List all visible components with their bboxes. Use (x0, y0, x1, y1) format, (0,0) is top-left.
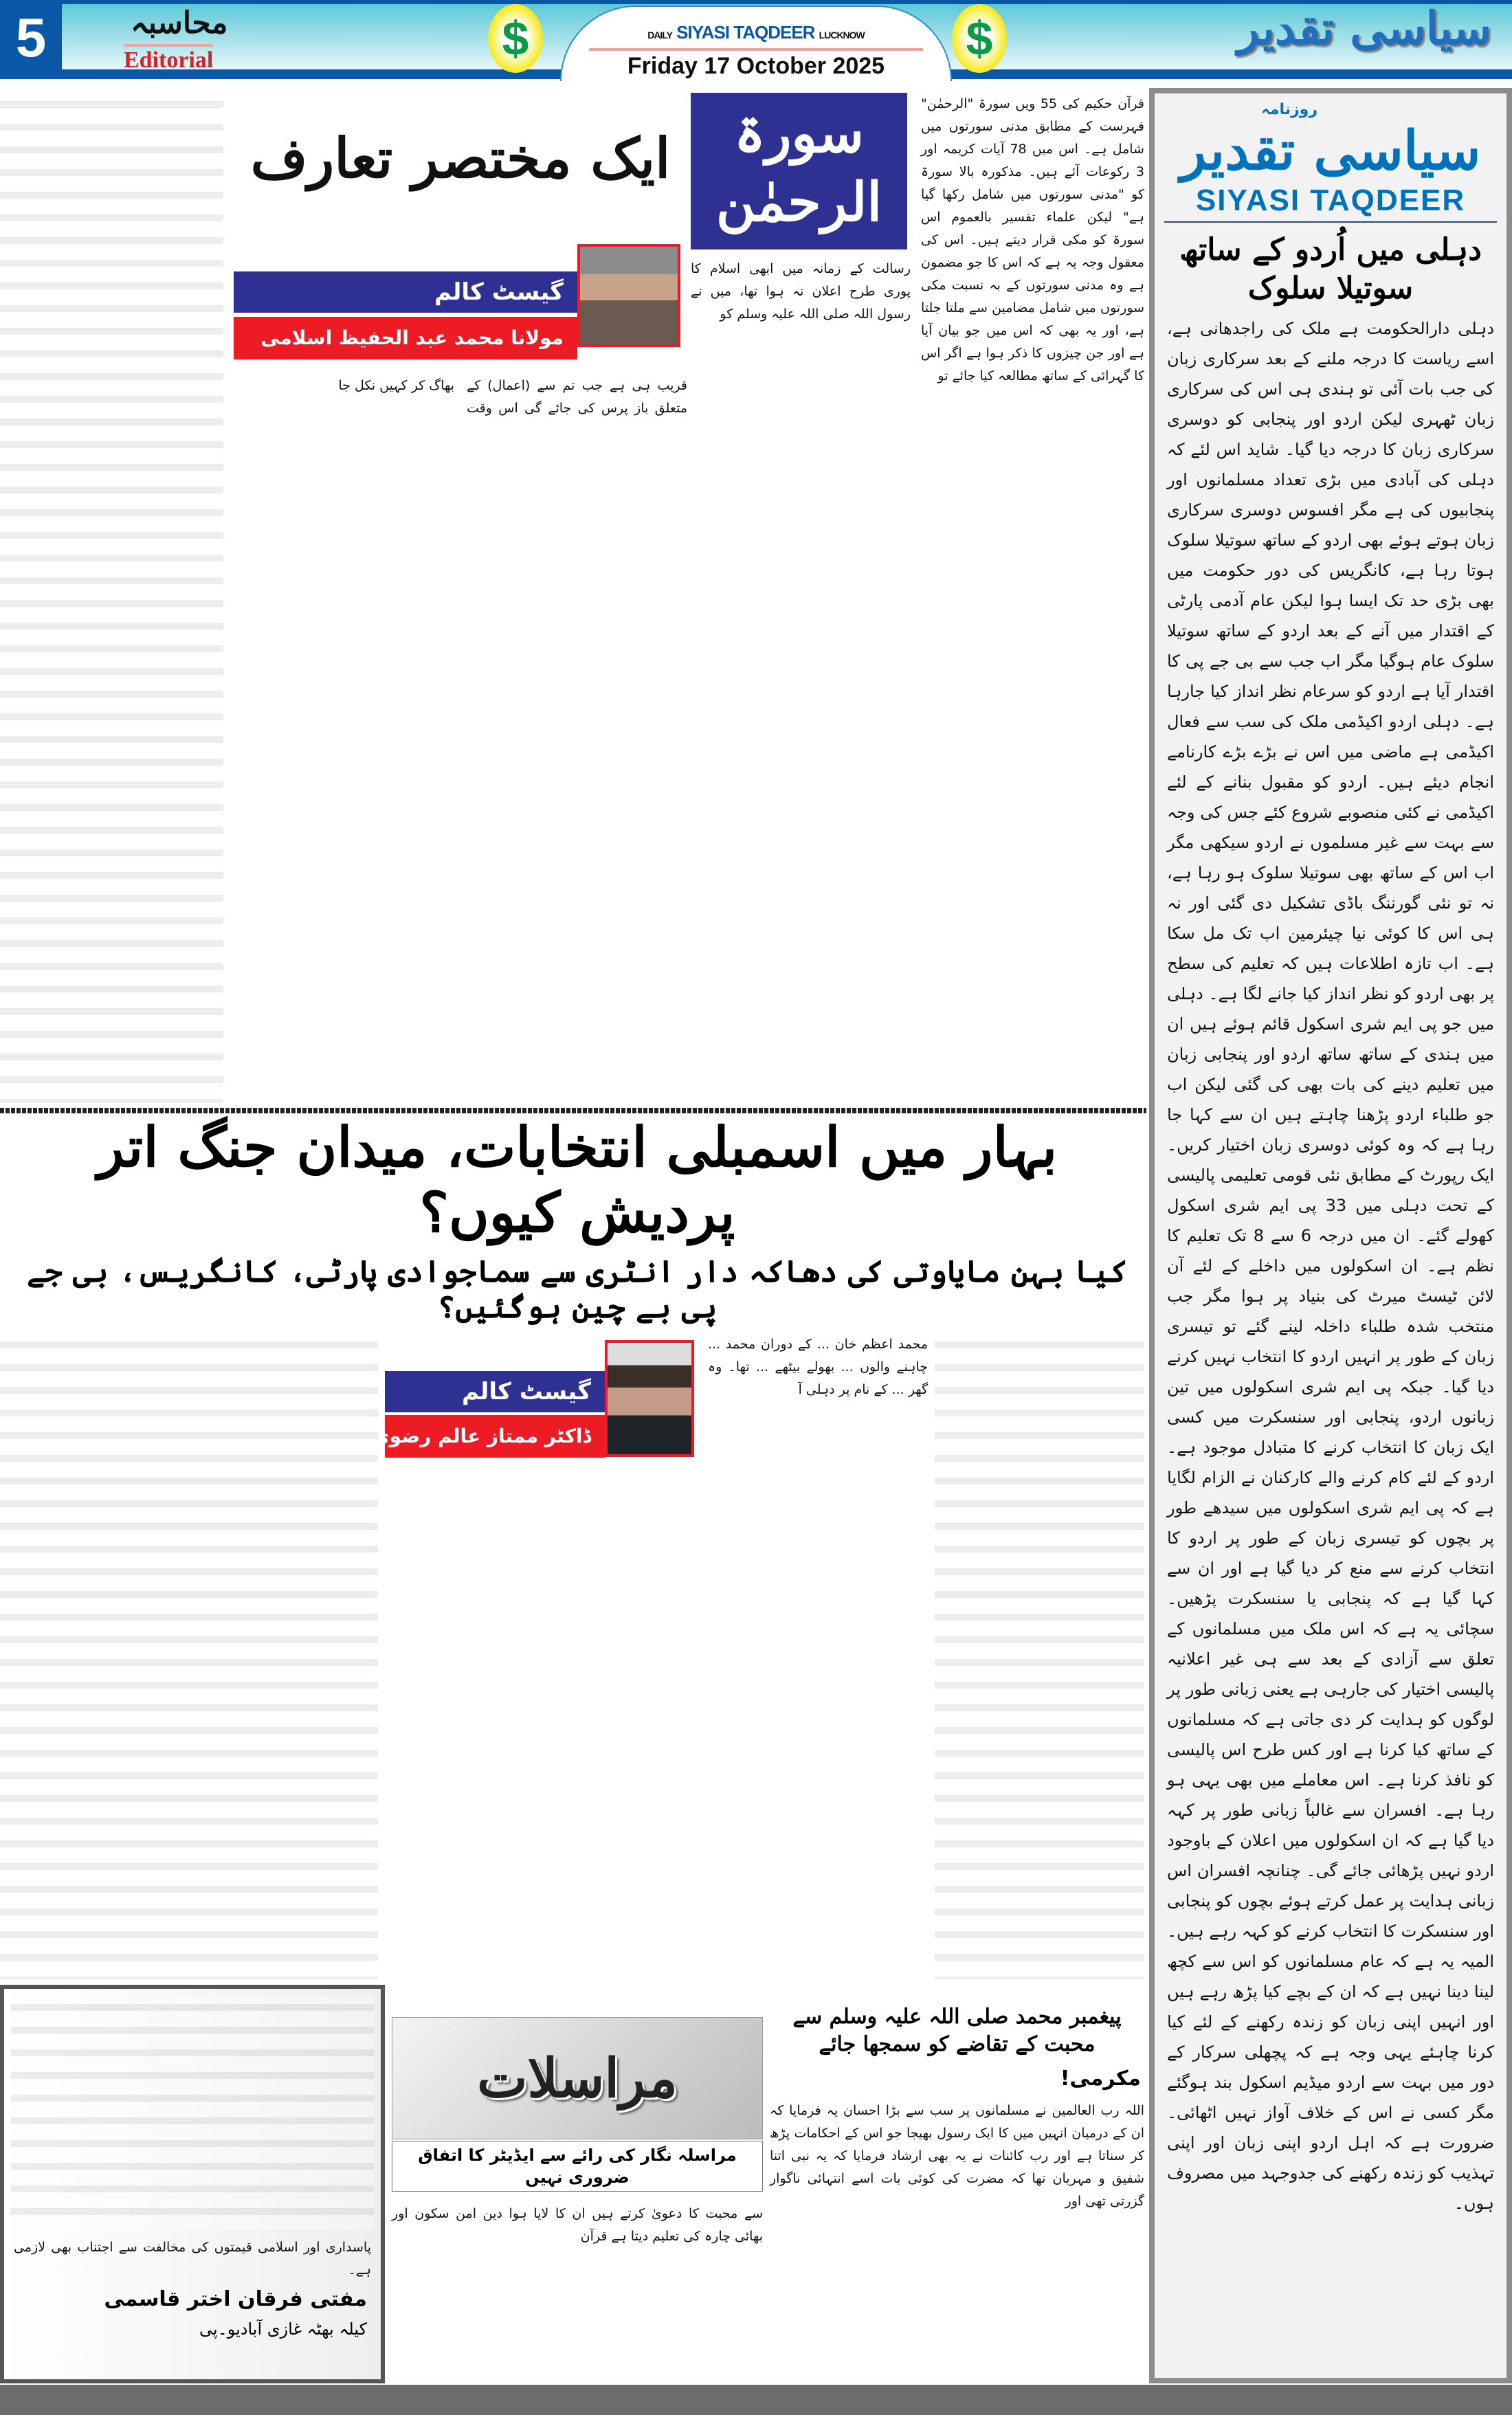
article2-columns-left (0, 1333, 378, 1979)
author-photo (605, 1340, 694, 1457)
dollar-emblem-icon: $ (488, 4, 543, 73)
city-label: LUCKNOW (819, 30, 865, 41)
guest-column-label: گیسٹ کالم (385, 1371, 605, 1412)
footer-bar (0, 2385, 1512, 2415)
letter-title: پیغمبر محمد صلی اللہ علیہ وسلم سے محبت کے تقاضے کو سمجھا جائے (792, 2005, 1122, 2056)
letter-author-place: کیلہ بھٹہ غازی آبادیو۔پی (199, 2319, 367, 2339)
letter-ending: پاسداری اور اسلامی قیمتوں کی مخالفت سے اجتناب بھی لازمی ہے۔ (14, 2240, 371, 2278)
editorial-logo-english: SIYASI TAQDEER (1164, 183, 1497, 223)
dollar-emblem-icon: $ (952, 4, 1007, 73)
letter-salutation: مکرمی! (1060, 2067, 1141, 2091)
article2-column: محمد اعظم خان ... کے دوران محمد ... چاہنے والوں ... بھولے بیٹھے ... تھا۔ وہ گھر ... کے نام پر دہلی آ (708, 1337, 928, 1397)
issue-date: Friday 17 October 2025 (589, 48, 923, 80)
section-title-urdu: محاسبہ (131, 5, 228, 41)
article1-column-middle: رسالت کے زمانہ میں ابھی اسلام کا پوری طرح اعلان نہ ہوا تھا، میں نے رسول اللہ صلی اللہ علیہ وسلم کو (691, 261, 911, 322)
paper-name: SIYASI TAQDEER (676, 22, 815, 43)
page-number: 5 (0, 0, 62, 76)
letter-author: مفتی فرقان اختر قاسمی (104, 2287, 367, 2311)
article1-column-photo: قریب ہی ہے جب تم سے (اعمال) کے متعلق باز پرس کی جائے گی اس وقت بھاگ کر کہیں نکل جا (338, 378, 687, 416)
editorial-logo-urdu: سیاسی تقدیر (1180, 120, 1481, 182)
letter-box-left (0, 1985, 385, 2383)
author-photo (577, 244, 680, 347)
article1-headline: ایک مختصر تعارف (250, 126, 671, 190)
article2-headline: بہار میں اسمبلی انتخابات، میدان جنگ اتر پردیش کیوں؟ (97, 1115, 1058, 1245)
article1-column-right: قرآن حکیم کی 55 ویں سورۃ "الرحمٰن" فہرست کے مطابق مدنی سورتوں میں شامل ہے۔ اس میں 78 آیات کریمہ اور 3 رکوعات آئے ہیں۔ مذکورہ بالا سورۃ کو "مدنی سورتوں میں شامل رکھا گیا ہے" لیکن علماء تفسیر بالعموم اس سورۃ کو مکی قرار دیتے ہیں۔ اس کی معقول وجہ یہ ہے کہ اس کا جو مضمون ہے وہ مدنی سورتوں کے بہ نسبت مکی سورتوں میں شامل مضامین سے ملتا جلتا ہے، اور یہ بھی کہ اس میں جو بیان آیا ہے اور جن چیزوں کا ذکر ہوا ہے اگر اس کا گہرائی کے ساتھ مطالعہ کیا جائے تو (921, 96, 1145, 383)
article1-column-left (0, 93, 223, 1103)
author-name: مولانا محمد عبد الحفیظ اسلامی (234, 317, 577, 359)
date-arch (560, 5, 952, 81)
daily-label: DAILY (647, 30, 672, 41)
editorial-headline: دہلی میں اُردو کے ساتھ سوتیلا سلوک (1179, 232, 1482, 306)
editorial-body: دہلی دارالحکومت ہے ملک کی راجدھانی ہے، اسے ریاست کا درجہ ملنے کے بعد سرکاری زبان کی جب بات آئی تو ہندی ہی اس کی سرکاری زبان ٹھہری لیکن اردو اور پنجابی کو دوسری سرکاری زبان کا درجہ دیا گیا۔ شاید اس لئے کہ دہلی کی آبادی میں بڑی تعداد مسلمانوں اور پنجابیوں کی ہے مگر افسوس دوسری سرکاری زبان ہوتے ہوئے بھی اردو کے ساتھ سوتیلا سلوک ہوتا رہا ہے، کانگریس کی دور حکومت میں بھی بڑی حد تک ایسا ہوا لیکن عام آدمی پارٹی کے اقتدار میں آنے کے بعد اردو کے ساتھ سوتیلا سلوک عام ہوگیا مگر اب جب سے بی جے پی کا اقتدار آیا ہے اردو کو سرعام نظر انداز کیا جارہا ہے۔ دہلی اردو اکیڈمی ملک کی سب سے فعال اکیڈمی ہے ماضی میں اس نے بڑے بڑے کارنامے انجام دیئے ہیں۔ اردو کو مقبول بنانے کے لئے اکیڈمی نے کئی منصوبے شروع کئے جس کی وجہ سے بہت سے غیر مسلموں نے اردو سیکھی مگر اب اس کے ساتھ بھی سوتیلا سلوک ہو رہا ہے، نہ تو نئی گورننگ باڈی تشکیل دی گئی اور نہ ہی اس کا کوئی نیا چیئرمین اب تک مل سکا ہے۔ اب تازہ اطلاعات ہیں کہ تعلیم کی سطح پر بھی اردو کو نظر انداز کیا جانے لگا ہے۔ دہلی میں جو پی ایم شری اسکول قائم ہوئے ہیں ان میں ہندی کے ساتھ ساتھ اردو اور پنجابی زبان میں تعلیم دینے کی بات بھی کی گئی لیکن اب جو طلباء اردو پڑھنا چاہتے ہیں ان سے کہا جا رہا ہے کہ وہ کوئی دوسری زبان اختیار کریں۔ ایک رپورٹ کے مطابق نئی قومی تعلیمی پالیسی کے تحت دہلی میں 33 پی ایم شری اسکول کھولے گئے۔ ان میں درجہ 6 سے 8 تک تعلیم کا نظم ہے۔ ان اسکولوں میں داخلے کے لئے آن لائن ٹیسٹ میرٹ کی بنیاد پر ہوا مگر جب منتخب شدہ طلباء داخلہ لینے گئے تو تیسری زبان کے طور پر انہیں اردو کا انتخاب نہیں کرنے دیا گیا۔ جبکہ پی ایم شری اسکولوں میں تین زبانوں اردو، پنجابی اور سنسکرت میں کسی ایک زبان کا انتخاب کرنے کا متبادل موجود ہے۔ اردو کے لئے کام کرنے والے کارکنان نے الزام لگایا ہے کہ پی ایم شری اسکولوں میں سیدھے طور پر بچوں کو تیسری زبان کے طور پر اردو کا انتخاب کرنے سے منع کر دیا گیا ہے اور ان سے کہا گیا ہے کہ پنجابی یا سنسکرت پڑھیں۔ سچائی یہ ہے کہ اس ملک میں مسلمانوں کے تعلق سے آزادی کے بعد سے ہی غیر اعلانیہ پالیسی اختیار کی جارہی ہے یعنی زبانی طور پر لوگوں کو ہدایت کر دی جاتی ہے کہ مسلمانوں کے ساتھ کیا کرنا ہے اور کس طرح اس پالیسی کو نافذ کرنا ہے۔ اس معاملے میں بھی یہی ہو رہا ہے۔ افسران سے غالباً زبانی طور پر کہہ دیا گیا ہے کہ ان اسکولوں میں اعلان کے باوجود اردو نہیں پڑھائی جائے گی۔ چنانچہ افسران اس زبانی ہدایت پر عمل کرتے ہوئے بچوں کو پنجابی اور سنسکرت کا انتخاب کرنے کو کہہ رہے ہیں۔ المیہ یہ ہے کہ عام مسلمانوں کو اس سے کچھ لینا دینا نہیں ہے کہ ان کے بچے کیا پڑھ رہے ہیں اور انہیں اپنی زبان کو زندہ رکھنے کے لئے کیا کرنا چاہئے یہی وجہ ہے کہ پچھلی سرکار کے دور میں بہت سے اردو میڈیم اسکول بند ہوگئے مگر کسی نے اس کے خلاف آواز نہیں اٹھائی۔ ضرورت ہے کہ اہل اردو اپنی زبان اور اپنی تہذیب کو زندہ رکھنے کی جدوجہد میں مصروف ہوں۔ (1167, 319, 1495, 2213)
editor-disclaimer: مراسلہ نگار کی رائے سے ایڈیٹر کا اتفاق ضروری نہیں (392, 2141, 763, 2192)
article2-column-right (935, 1333, 1144, 1979)
guest-column-byline (371, 1371, 605, 1458)
section-title-english: Editorial (124, 44, 213, 74)
editorial-column (1149, 88, 1512, 2383)
guest-column-byline (234, 271, 577, 359)
letter-right-body: اللہ رب العالمین نے مسلمانوں پر سب سے بڑا احسان یہ فرمایا کہ ان کے درمیان انہیں میں کا ایک رسول بھیجا جو اس کے احکامات پڑھ کر سناتا ہے اور رب کائنات نے یہ بھی ارشاد فرمایا کہ یہ نبی اتنا شفیق و مہربان تھا کہ مضرت کی کوئی بات اسے انتہائی ناگوار گزرتی تھی اور (770, 2103, 1144, 2209)
logo-prefix: روزنامہ (1260, 101, 1318, 118)
letters-banner-image: مراسلات (392, 2017, 763, 2139)
section-divider (0, 1108, 1146, 1113)
letter-middle-body: سے محبت کا دعویٰ کرتے ہیں ان کا لایا ہوا دین امن سکون اور بھائی چارہ کی تعلیم دیتا ہے قرآن (392, 2206, 763, 2244)
article2-subheadline: کیا بہن مایاوتی کی دھاکہ دار انٹری سے سماجوادی پارٹی، کانگریس، بی جے پی بے چین ہوگئیں؟ (27, 1254, 1128, 1325)
surah-title-box: سورۃ الرحمٰن (691, 93, 907, 249)
guest-column-label: گیسٹ کالم (234, 271, 577, 313)
masthead-logo: سیاسی تقدیر (1237, 1, 1491, 55)
author-name: ڈاکٹر ممتاز عالم رضوی (385, 1415, 605, 1458)
